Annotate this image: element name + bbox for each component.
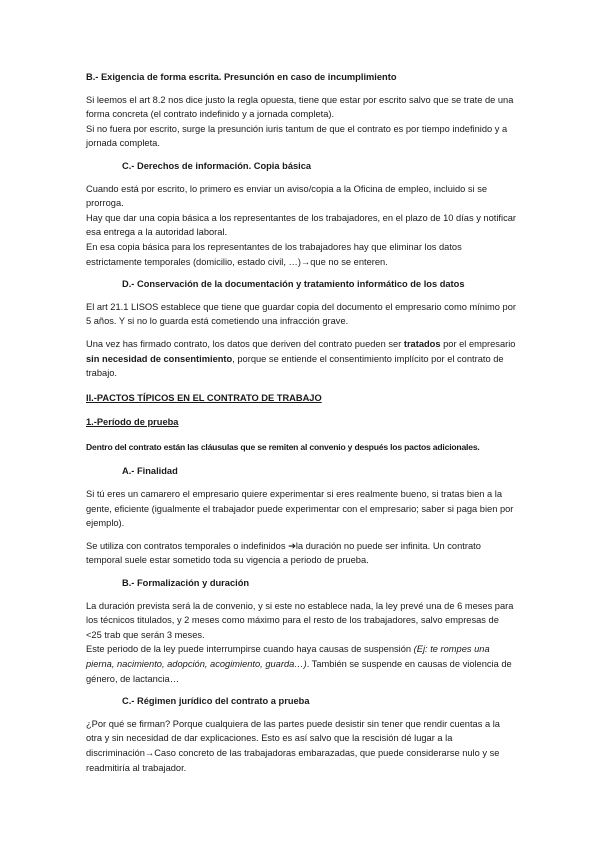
section-heading-forma-escrita: B.- Exigencia de forma escrita. Presunción en caso de incumplimiento [86, 72, 397, 82]
paragraph: Si tú eres un camarero el empresario quiere experimentar si eres realmente bueno, si tratas bien a la gente, eficiente (igualmente el trabajador puede experimentar con el empresario; saber si paga bien por ejemplo). [86, 489, 514, 529]
paragraph: La duración prevista será la de convenio, y si este no establece nada, la ley prevé una de 6 meses para los técnicos titulados, y 2 meses como máximo para el resto de los trabajadores, salvo empresas de <25 trab que serán 3 meses. [86, 600, 514, 640]
section-heading-conservacion: D.- Conservación de la documentación y tratamiento informático de los datos [122, 279, 465, 290]
paragraph: Si leemos el art 8.2 nos dice justo la regla opuesta, tiene que estar por escrito salvo que se trate de una forma concreta (el contrato indefinido y a jornada completa). [86, 94, 514, 120]
paragraph: Si no fuera por escrito, surge la presunción iuris tantum de que el contrato es por tiempo indefinido y a jornada completa. [86, 123, 508, 149]
section-heading-regimen-juridico: C.- Régimen jurídico del contrato a prueba [122, 696, 310, 707]
paragraph: Este periodo de la ley puede interrumpirse cuando haya causas de suspensión (Ej: te rompes una pierna, nacimiento, adopción, acogimiento, guarda…). También se suspende en causas de violencia de género, de lactancia… [86, 644, 512, 684]
subsection-heading-periodo-prueba: 1.-Período de prueba [86, 417, 179, 428]
paragraph: Se utiliza con contratos temporales o indefinidos ➔la duración no puede ser infinita. Un contrato temporal suele estar sometido toda su vigencia a periodo de prueba. [86, 540, 481, 566]
paragraph: ¿Por qué se firman? Porque cualquiera de las partes puede desistir sin tener que rendir cuentas a la otra y sin necesidad de dar explicaciones. Esto es así salvo que la rescisión dé lugar a la discriminación→Caso concreto de las trabajadoras embarazadas, que puede considerarse nulo y se readmitiría al trabajador. [86, 718, 500, 773]
paragraph: Una vez has firmado contrato, los datos que deriven del contrato pueden ser tratados por el empresario sin necesidad de consentimiento, porque se entiende el consentimiento implícito por el contrato de trabajo. [86, 338, 516, 379]
section-heading-pactos-tipicos: II.-PACTOS TÍPICOS EN EL CONTRATO DE TRABAJO [86, 392, 322, 403]
intro-text: Dentro del contrato están las cláusulas que se remiten al convenio y después los pactos adicionales. [86, 441, 480, 452]
paragraph: En esa copia básica para los representantes de los trabajadores hay que eliminar los datos estrictamente temporales (domicilio, estado civil, …)→que no se enteren. [86, 241, 462, 267]
paragraph: Hay que dar una copia básica a los representantes de los trabajadores, en el plazo de 10 días y notificar esa entrega a la autoridad laboral. [86, 212, 516, 238]
section-heading-finalidad: A.- Finalidad [122, 466, 178, 477]
paragraph: El art 21.1 LISOS establece que tiene que guardar copia del documento el empresario como mínimo por 5 años. Y si no lo guarda está cometiendo una infracción grave. [86, 301, 516, 327]
document-body [86, 70, 516, 775]
section-heading-derechos-informacion: C.- Derechos de información. Copia básica [122, 160, 312, 171]
section-heading-formalizacion: B.- Formalización y duración [122, 578, 250, 589]
paragraph: Cuando está por escrito, lo primero es enviar un aviso/copia a la Oficina de empleo, incluido si se prorroga. [86, 183, 488, 209]
arrow-icon: ➔ [288, 540, 296, 551]
